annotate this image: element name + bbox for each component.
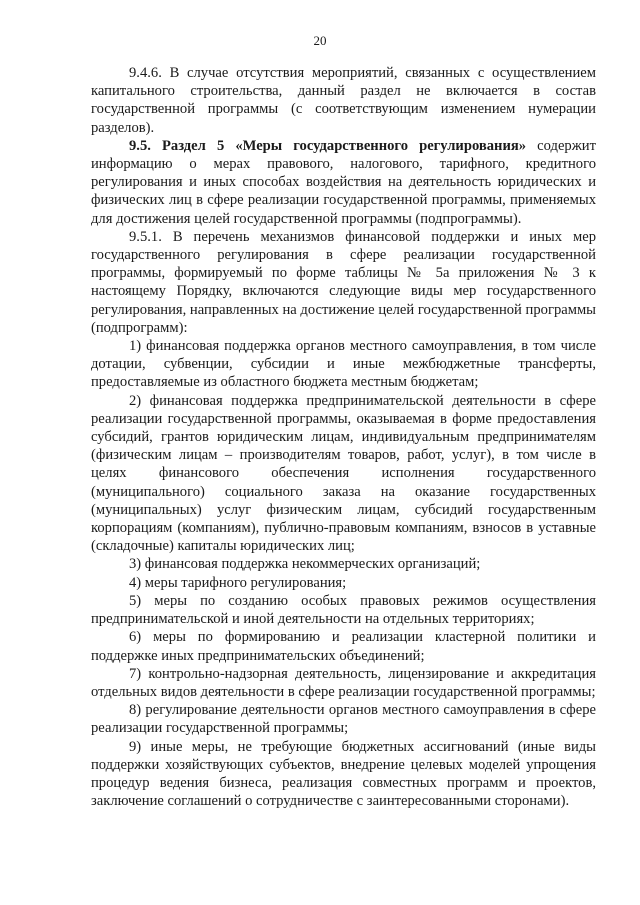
list-item-2: 2) финансовая поддержка предпринимательской деятельности в сфере реализации государственной программы, оказываемая в форме предоставления субсидий, грантов юридическим лицам, индивидуальным предпринимателям (физическим лицам – производителям товаров, работ, услуг), в том числе в целях финансового обеспечения исполнения государственного (муниципального) социального заказа на оказание государственных (муниципальных) услуг физическим лицам, субсидий государственным корпорациям (компаниям), публично-правовым компаниям, взносов в уставные (складочные) капиталы юридических лиц; <box>91 392 596 555</box>
list-item-8: 8) регулирование деятельности органов местного самоуправления в сфере реализации государственной программы; <box>91 702 596 737</box>
list-item-1: 1) финансовая поддержка органов местного самоуправления, в том числе дотации, субвенции, субсидии и иные межбюджетные трансферты, предоставляемые из областного бюджета местным бюджетам; <box>91 338 596 391</box>
paragraph-9-4-6: 9.4.6. В случае отсутствия мероприятий, связанных с осуществлением капитального строительства, данный раздел не включается в состав государственной программы (с соответствующим изменением нумерации разделов). <box>91 65 596 136</box>
document-body <box>91 64 596 810</box>
list-item-3: 3) финансовая поддержка некоммерческих организаций; <box>129 556 481 573</box>
section-heading: 9.5. Раздел 5 «Меры государственного регулирования» <box>129 137 527 154</box>
page-number: 20 <box>313 33 327 48</box>
list-item-4: 4) меры тарифного регулирования; <box>129 574 347 591</box>
paragraph-9-5-1: 9.5.1. В перечень механизмов финансовой поддержки и иных мер государственного регулирования в сфере реализации государственной программы, формируемый по форме таблицы № 5а приложения № 3 к настоящему Порядку, включаются следующие виды мер государственного регулирования, направленных на достижение целей государственной программы (подпрограмм): <box>91 228 596 336</box>
list-item-7: 7) контрольно-надзорная деятельность, лицензирование и аккредитация отдельных видов деятельности в сфере реализации государственной программы; <box>91 665 596 700</box>
list-item-5: 5) меры по созданию особых правовых режимов осуществления предпринимательской и иной деятельности на отдельных территориях; <box>91 592 596 628</box>
section-text: содержит информацию о мерах правового, налогового, тарифного, кредитного регулирования и иных способах воздействия на деятельность юридических и физических лиц в сфере реализации государственной программы, применяемых для достижения целей государственной программы (подпрограммы). <box>91 137 596 227</box>
list-item-9: 9) иные меры, не требующие бюджетных ассигнований (иные виды поддержки хозяйствующих субъектов, внедрение целевых моделей упрощения процедур ведения бизнеса, реализация совместных программ и проектов, заключение соглашений о сотрудничестве с заинтересованными сторонами). <box>91 738 596 810</box>
paragraph-9-5 <box>91 137 596 228</box>
list-item-6: 6) меры по формированию и реализации кластерной политики и поддержке иных предпринимательских объединений; <box>91 629 596 664</box>
